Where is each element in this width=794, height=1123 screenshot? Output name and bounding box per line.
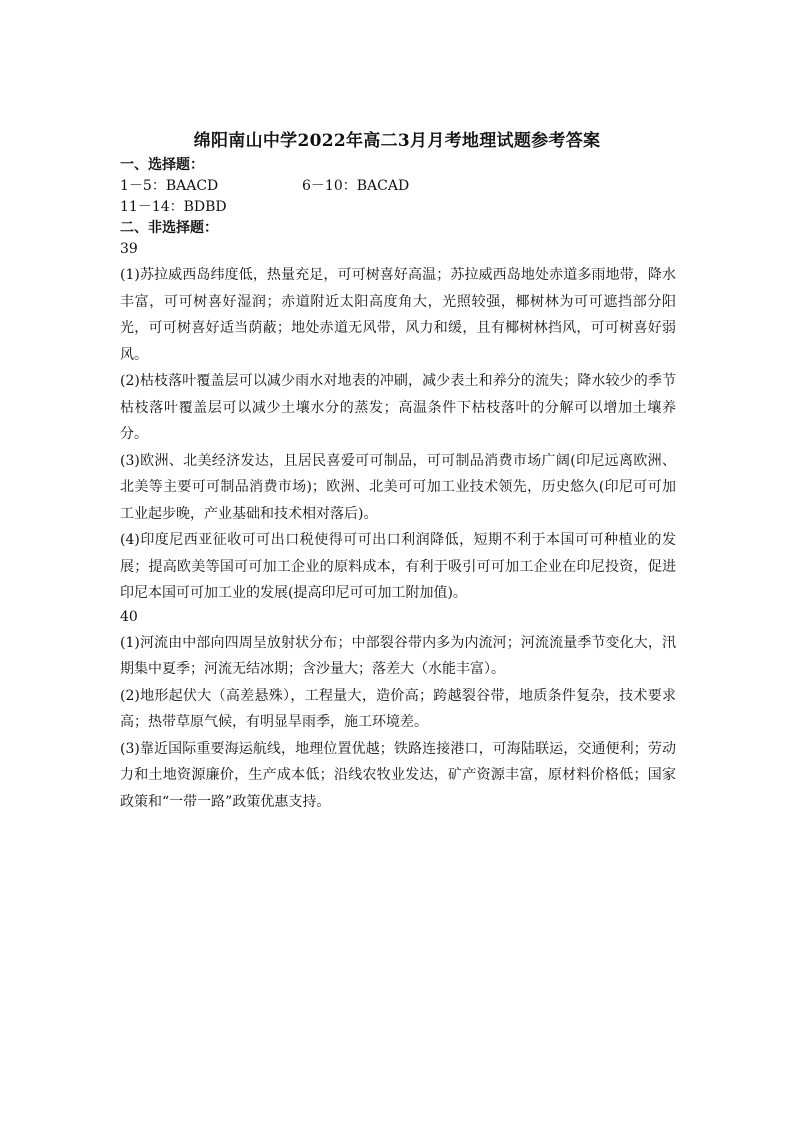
answer-39-part-1: (1)苏拉威西岛纬度低，热量充足，可可树喜好高温；苏拉威西岛地处赤道多雨地带，降水丰富，可可树喜好湿润；赤道附近太阳高度角大，光照较强，椰树林为可可遮挡部分阳光，可可树喜好适当荫蔽；地处赤道无风带，风力和缓，且有椰树林挡风，可可树喜好弱风。 bbox=[120, 267, 676, 363]
answer-40-part-1: (1)河流由中部向四周呈放射状分布；中部裂谷带内多为内流河；河流流量季节变化大，汛期集中夏季；河流无结冰期；含沙量大；落差大（水能丰富）。 bbox=[120, 634, 676, 677]
answer-content bbox=[120, 155, 676, 815]
choice-answers-11-14: 11－14：BDBD bbox=[120, 199, 227, 215]
section-heading-non-choice: 二、非选择题： bbox=[120, 220, 218, 236]
answer-40-part-3: (3)靠近国际重要海运航线，地理位置优越；铁路连接港口，可海陆联运，交通便利；劳动力和土地资源廉价，生产成本低；沿线农牧业发达，矿产资源丰富，原材料价格低；国家政策和“一带一路”政策优惠支持。 bbox=[120, 740, 676, 810]
answer-40-part-2: (2)地形起伏大（高差悬殊），工程量大，造价高；跨越裂谷带，地质条件复杂，技术要求高；热带草原气候，有明显旱雨季，施工环境差。 bbox=[120, 687, 676, 730]
section-heading-multiple-choice: 一、选择题： bbox=[120, 157, 204, 173]
choice-answers-6-10: 6－10：BACAD bbox=[302, 178, 410, 194]
answer-39-part-4: (4)印度尼西亚征收可可出口税使得可可出口利润降低，短期不利于本国可可种植业的发展；提高欧美等国可可加工企业的原料成本，有利于吸引可可加工企业在印尼投资，促进印尼本国可可加工业的发展(提高印尼可可加工附加值)。 bbox=[120, 532, 676, 601]
choice-answers-row-2 bbox=[120, 197, 676, 218]
choice-answers-row-1 bbox=[120, 176, 676, 197]
choice-answers-1-5: 1－5：BAACD bbox=[120, 178, 219, 194]
answer-39-part-2: (2)枯枝落叶覆盖层可以减少雨水对地表的冲刷，减少表土和养分的流失；降水较少的季节枯枝落叶覆盖层可以减少土壤水分的蒸发；高温条件下枯枝落叶的分解可以增加土壤养分。 bbox=[120, 373, 676, 442]
question-number-40: 40 bbox=[120, 608, 138, 625]
page-title: 绵阳南山中学2022年高二3月月考地理试题参考答案 bbox=[193, 131, 601, 151]
question-number-39: 39 bbox=[120, 241, 138, 257]
answer-39-part-3: (3)欧洲、北美经济发达，且居民喜爱可可制品，可可制品消费市场广阔(印尼远离欧洲、北美等主要可可制品消费市场)；欧洲、北美可可加工业技术领先，历史悠久(印尼可可加工业起步晚，产业基础和技术相对落后)。 bbox=[120, 452, 676, 522]
